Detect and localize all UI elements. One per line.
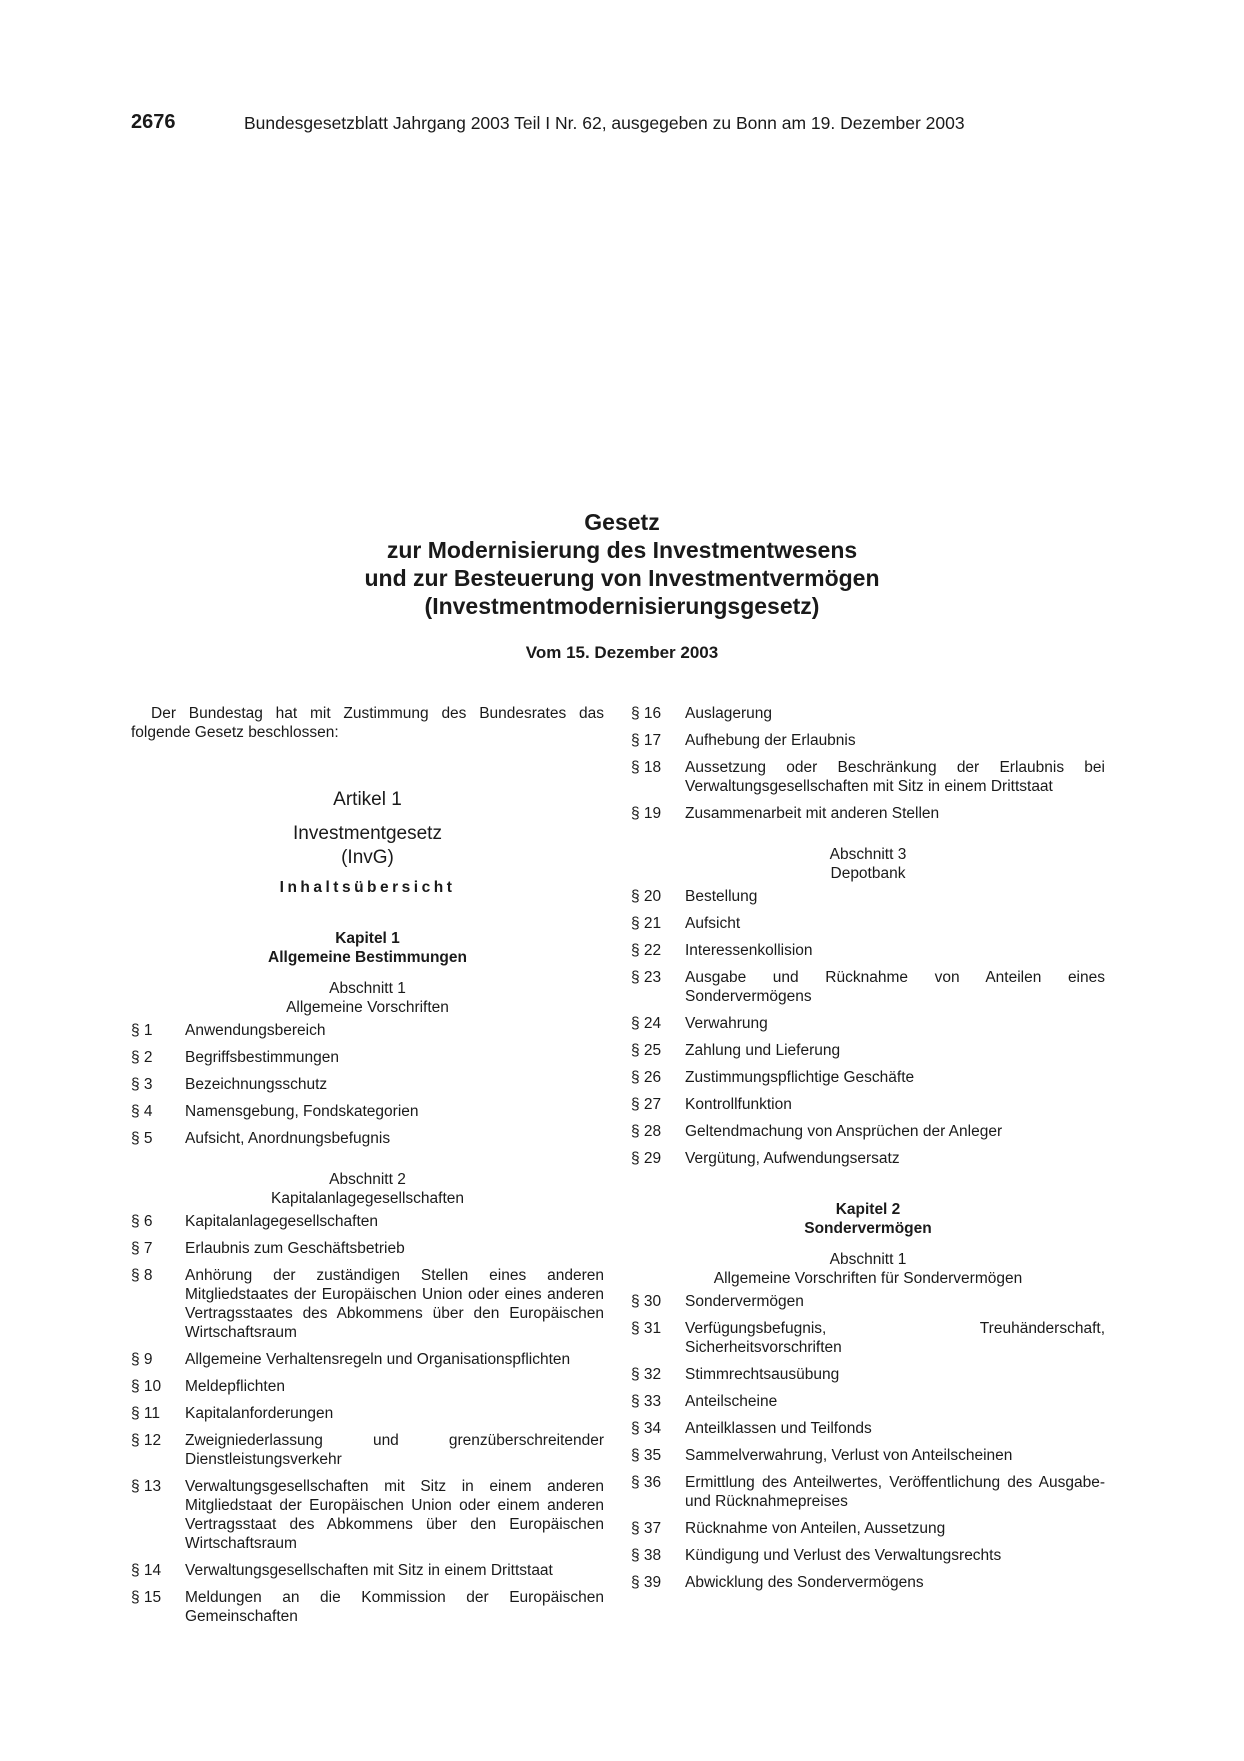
paragraph-number: § 19 (631, 805, 662, 822)
paragraph-title: Geltendmachung von Ansprüchen der Anleger (685, 1123, 1003, 1140)
paragraph-number: § 31 (631, 1320, 662, 1337)
section-label: Abschnitt 3 (829, 846, 907, 863)
paragraph-title: Stimmrechtsausübung (685, 1366, 840, 1383)
paragraph-title: Aufsicht (685, 915, 741, 932)
toc-entry (631, 1546, 1105, 1565)
title-line: (Investmentmodernisierungsgesetz) (424, 593, 820, 619)
toc-entry (131, 1377, 604, 1396)
paragraph-number: § 22 (631, 942, 662, 959)
toc-entry (631, 1122, 1105, 1141)
toc-entry (631, 968, 1105, 1006)
toc-entry (131, 1239, 604, 1258)
paragraph-title: Bezeichnungsschutz (185, 1076, 328, 1093)
paragraph-number: § 15 (131, 1589, 162, 1606)
running-header: Bundesgesetzblatt Jahrgang 2003 Teil I Nr. 62, ausgegeben zu Bonn am 19. Dezember 2003 (244, 113, 965, 133)
paragraph-title: Bestellung (685, 888, 758, 905)
section-label: Abschnitt 1 (829, 1251, 907, 1268)
section-title: Kapitalanlagegesellschaften (270, 1190, 465, 1207)
toc-entry (631, 1573, 1105, 1592)
toc-entry (131, 1588, 604, 1626)
paragraph-number: § 8 (131, 1267, 153, 1284)
toc-entry (631, 1068, 1105, 1087)
act-name: Investmentgesetz (293, 823, 442, 844)
toc-entry (631, 1419, 1105, 1438)
left-column (131, 704, 604, 1634)
paragraph-title: Anteilklassen und Teilfonds (685, 1420, 872, 1437)
toc-entry (631, 1149, 1105, 1168)
toc-entry (631, 1519, 1105, 1538)
toc-entry (631, 1095, 1105, 1114)
toc-heading: Inhaltsübersicht (279, 879, 456, 896)
toc-entry (631, 1392, 1105, 1411)
paragraph-number: § 16 (631, 705, 662, 722)
paragraph-number: § 1 (131, 1022, 153, 1039)
law-date: Vom 15. Dezember 2003 (525, 643, 719, 662)
paragraph-title: Abwicklung des Sondervermögens (685, 1574, 924, 1591)
title-line: zur Modernisierung des Investmentwesens (386, 537, 858, 563)
paragraph-number: § 9 (131, 1351, 153, 1368)
title-line: Gesetz (584, 509, 660, 535)
paragraph-title: Zusammenarbeit mit anderen Stellen (685, 805, 940, 822)
paragraph-number: § 37 (631, 1520, 662, 1537)
toc-entry (631, 914, 1105, 933)
toc-entry (131, 1102, 604, 1121)
paragraph-title: Allgemeine Verhaltensregeln und Organisationspflichten (185, 1351, 571, 1368)
section-heading (631, 1250, 1105, 1288)
paragraph-title: Rücknahme von Anteilen, Aussetzung (685, 1520, 946, 1537)
paragraph-title: Aussetzung oder Beschränkung der Erlaubnis bei Verwaltungsgesellschaften mit Sitz in einem Drittstaat (685, 759, 1105, 795)
paragraph-title: Aufsicht, Anordnungsbefugnis (185, 1130, 391, 1147)
toc-entry (631, 1014, 1105, 1033)
toc-list (131, 1021, 604, 1148)
preamble: Der Bundestag hat mit Zustimmung des Bundesrates das folgende Gesetz beschlossen: (131, 705, 604, 741)
section-label: Abschnitt 1 (329, 980, 406, 997)
paragraph-title: Anteilscheine (685, 1393, 778, 1410)
paragraph-title: Zahlung und Lieferung (685, 1042, 841, 1059)
paragraph-number: § 14 (131, 1562, 162, 1579)
paragraph-number: § 39 (631, 1574, 662, 1591)
paragraph-number: § 12 (131, 1432, 162, 1449)
toc-entry (631, 887, 1105, 906)
paragraph-title: Ermittlung des Anteilwertes, Veröffentlichung des Ausgabe- und Rücknahmepreises (685, 1474, 1105, 1510)
toc-entry (631, 1292, 1105, 1311)
section-title: Depotbank (830, 865, 906, 882)
toc-entry (631, 704, 1105, 723)
section-title: Allgemeine Vorschriften (286, 999, 449, 1016)
paragraph-number: § 21 (631, 915, 662, 932)
act-abbreviation: (InvG) (341, 847, 394, 868)
toc-list (131, 1212, 604, 1626)
paragraph-number: § 6 (131, 1213, 153, 1230)
paragraph-title: Anwendungsbereich (185, 1022, 326, 1039)
toc-entry (131, 1048, 604, 1067)
paragraph-title: Verfügungsbefugnis, Treuhänderschaft, Sicherheitsvorschriften (685, 1320, 1105, 1356)
paragraph-title: Zustimmungspflichtige Geschäfte (685, 1069, 915, 1086)
paragraph-title: Verwahrung (685, 1015, 768, 1032)
toc-entry (131, 1477, 604, 1553)
paragraph-title: Interessenkollision (685, 942, 813, 959)
paragraph-title: Kontrollfunktion (685, 1096, 792, 1113)
paragraph-number: § 30 (631, 1293, 662, 1310)
paragraph-number: § 4 (131, 1103, 153, 1120)
toc-list (631, 1292, 1105, 1592)
law-title (0, 508, 1244, 620)
paragraph-number: § 24 (631, 1015, 662, 1032)
toc-entry (631, 1446, 1105, 1465)
paragraph-number: § 33 (631, 1393, 662, 1410)
toc-entry (131, 1021, 604, 1040)
paragraph-number: § 13 (131, 1478, 162, 1495)
paragraph-number: § 38 (631, 1547, 662, 1564)
toc-entry (631, 731, 1105, 750)
paragraph-number: § 20 (631, 888, 662, 905)
paragraph-number: § 3 (131, 1076, 153, 1093)
chapter-title: Allgemeine Bestimmungen (268, 949, 467, 966)
paragraph-title: Kapitalanforderungen (185, 1405, 334, 1422)
paragraph-title: Auslagerung (685, 705, 773, 722)
paragraph-title: Kapitalanlagegesellschaften (185, 1213, 379, 1230)
toc-entry (131, 1129, 604, 1148)
section-heading (131, 1170, 604, 1208)
toc-entry (131, 1350, 604, 1369)
paragraph-number: § 7 (131, 1240, 153, 1257)
section-heading (631, 845, 1105, 883)
paragraph-number: § 26 (631, 1069, 662, 1086)
toc-entry (131, 1561, 604, 1580)
article-heading: Artikel 1 (333, 789, 402, 810)
toc-entry (131, 1075, 604, 1094)
paragraph-title: Namensgebung, Fondskategorien (185, 1103, 419, 1120)
paragraph-title: Begriffsbestimmungen (185, 1049, 339, 1066)
paragraph-number: § 35 (631, 1447, 662, 1464)
chapter-heading (631, 1200, 1105, 1238)
paragraph-number: § 36 (631, 1474, 662, 1491)
paragraph-title: Verwaltungsgesellschaften mit Sitz in einem Drittstaat (185, 1562, 553, 1579)
paragraph-title: Vergütung, Aufwendungsersatz (685, 1150, 900, 1167)
paragraph-title: Anhörung der zuständigen Stellen eines anderen Mitgliedstaates der Europäischen Union oder eines anderen Vertragsstaates des Abkommens über den Europäischen Wirtschaftsraum (185, 1267, 604, 1341)
paragraph-title: Sammelverwahrung, Verlust von Anteilscheinen (685, 1447, 1013, 1464)
toc-entry (131, 1404, 604, 1423)
paragraph-number: § 11 (131, 1405, 161, 1422)
paragraph-number: § 25 (631, 1042, 662, 1059)
toc-entry (631, 1319, 1105, 1357)
paragraph-title: Meldungen an die Kommission der Europäischen Gemeinschaften (185, 1589, 604, 1625)
paragraph-number: § 28 (631, 1123, 662, 1140)
paragraph-number: § 29 (631, 1150, 662, 1167)
paragraph-number: § 34 (631, 1420, 662, 1437)
title-line: und zur Besteuerung von Investmentvermögen (364, 565, 880, 591)
toc-entry (631, 804, 1105, 823)
section-heading (131, 979, 604, 1017)
paragraph-title: Meldepflichten (185, 1378, 285, 1395)
toc-entry (631, 1365, 1105, 1384)
page-number: 2676 (131, 111, 176, 133)
toc-list (631, 887, 1105, 1168)
chapter-label: Kapitel 2 (835, 1201, 901, 1218)
paragraph-title: Zweigniederlassung und grenzüberschreitender Dienstleistungsverkehr (185, 1432, 604, 1468)
toc-entry (631, 1473, 1105, 1511)
paragraph-title: Verwaltungsgesellschaften mit Sitz in einem anderen Mitgliedstaat der Europäischen Union oder einem anderen Vertragsstaat des Abkommens über den Europäischen Wirtschaftsraum (185, 1478, 604, 1552)
paragraph-title: Aufhebung der Erlaubnis (685, 732, 856, 749)
toc-entry (131, 1266, 604, 1342)
paragraph-number: § 18 (631, 759, 662, 776)
toc-entry (131, 1212, 604, 1231)
paragraph-number: § 27 (631, 1096, 662, 1113)
toc-entry (131, 1431, 604, 1469)
toc-entry (631, 758, 1105, 796)
section-title: Allgemeine Vorschriften für Sondervermögen (713, 1270, 1023, 1287)
paragraph-number: § 23 (631, 969, 662, 986)
toc-list (631, 704, 1105, 823)
chapter-heading (131, 929, 604, 967)
paragraph-number: § 10 (131, 1378, 162, 1395)
paragraph-number: § 5 (131, 1130, 153, 1147)
paragraph-number: § 17 (631, 732, 662, 749)
chapter-label: Kapitel 1 (335, 930, 400, 947)
toc-entry (631, 941, 1105, 960)
paragraph-title: Erlaubnis zum Geschäftsbetrieb (185, 1240, 405, 1257)
toc-entry (631, 1041, 1105, 1060)
section-label: Abschnitt 2 (329, 1171, 406, 1188)
right-column (631, 704, 1105, 1600)
chapter-title: Sondervermögen (804, 1220, 932, 1237)
paragraph-title: Kündigung und Verlust des Verwaltungsrechts (685, 1547, 1002, 1564)
paragraph-number: § 2 (131, 1049, 153, 1066)
paragraph-number: § 32 (631, 1366, 662, 1383)
paragraph-title: Sondervermögen (685, 1293, 804, 1310)
paragraph-title: Ausgabe und Rücknahme von Anteilen eines Sondervermögens (685, 969, 1105, 1005)
